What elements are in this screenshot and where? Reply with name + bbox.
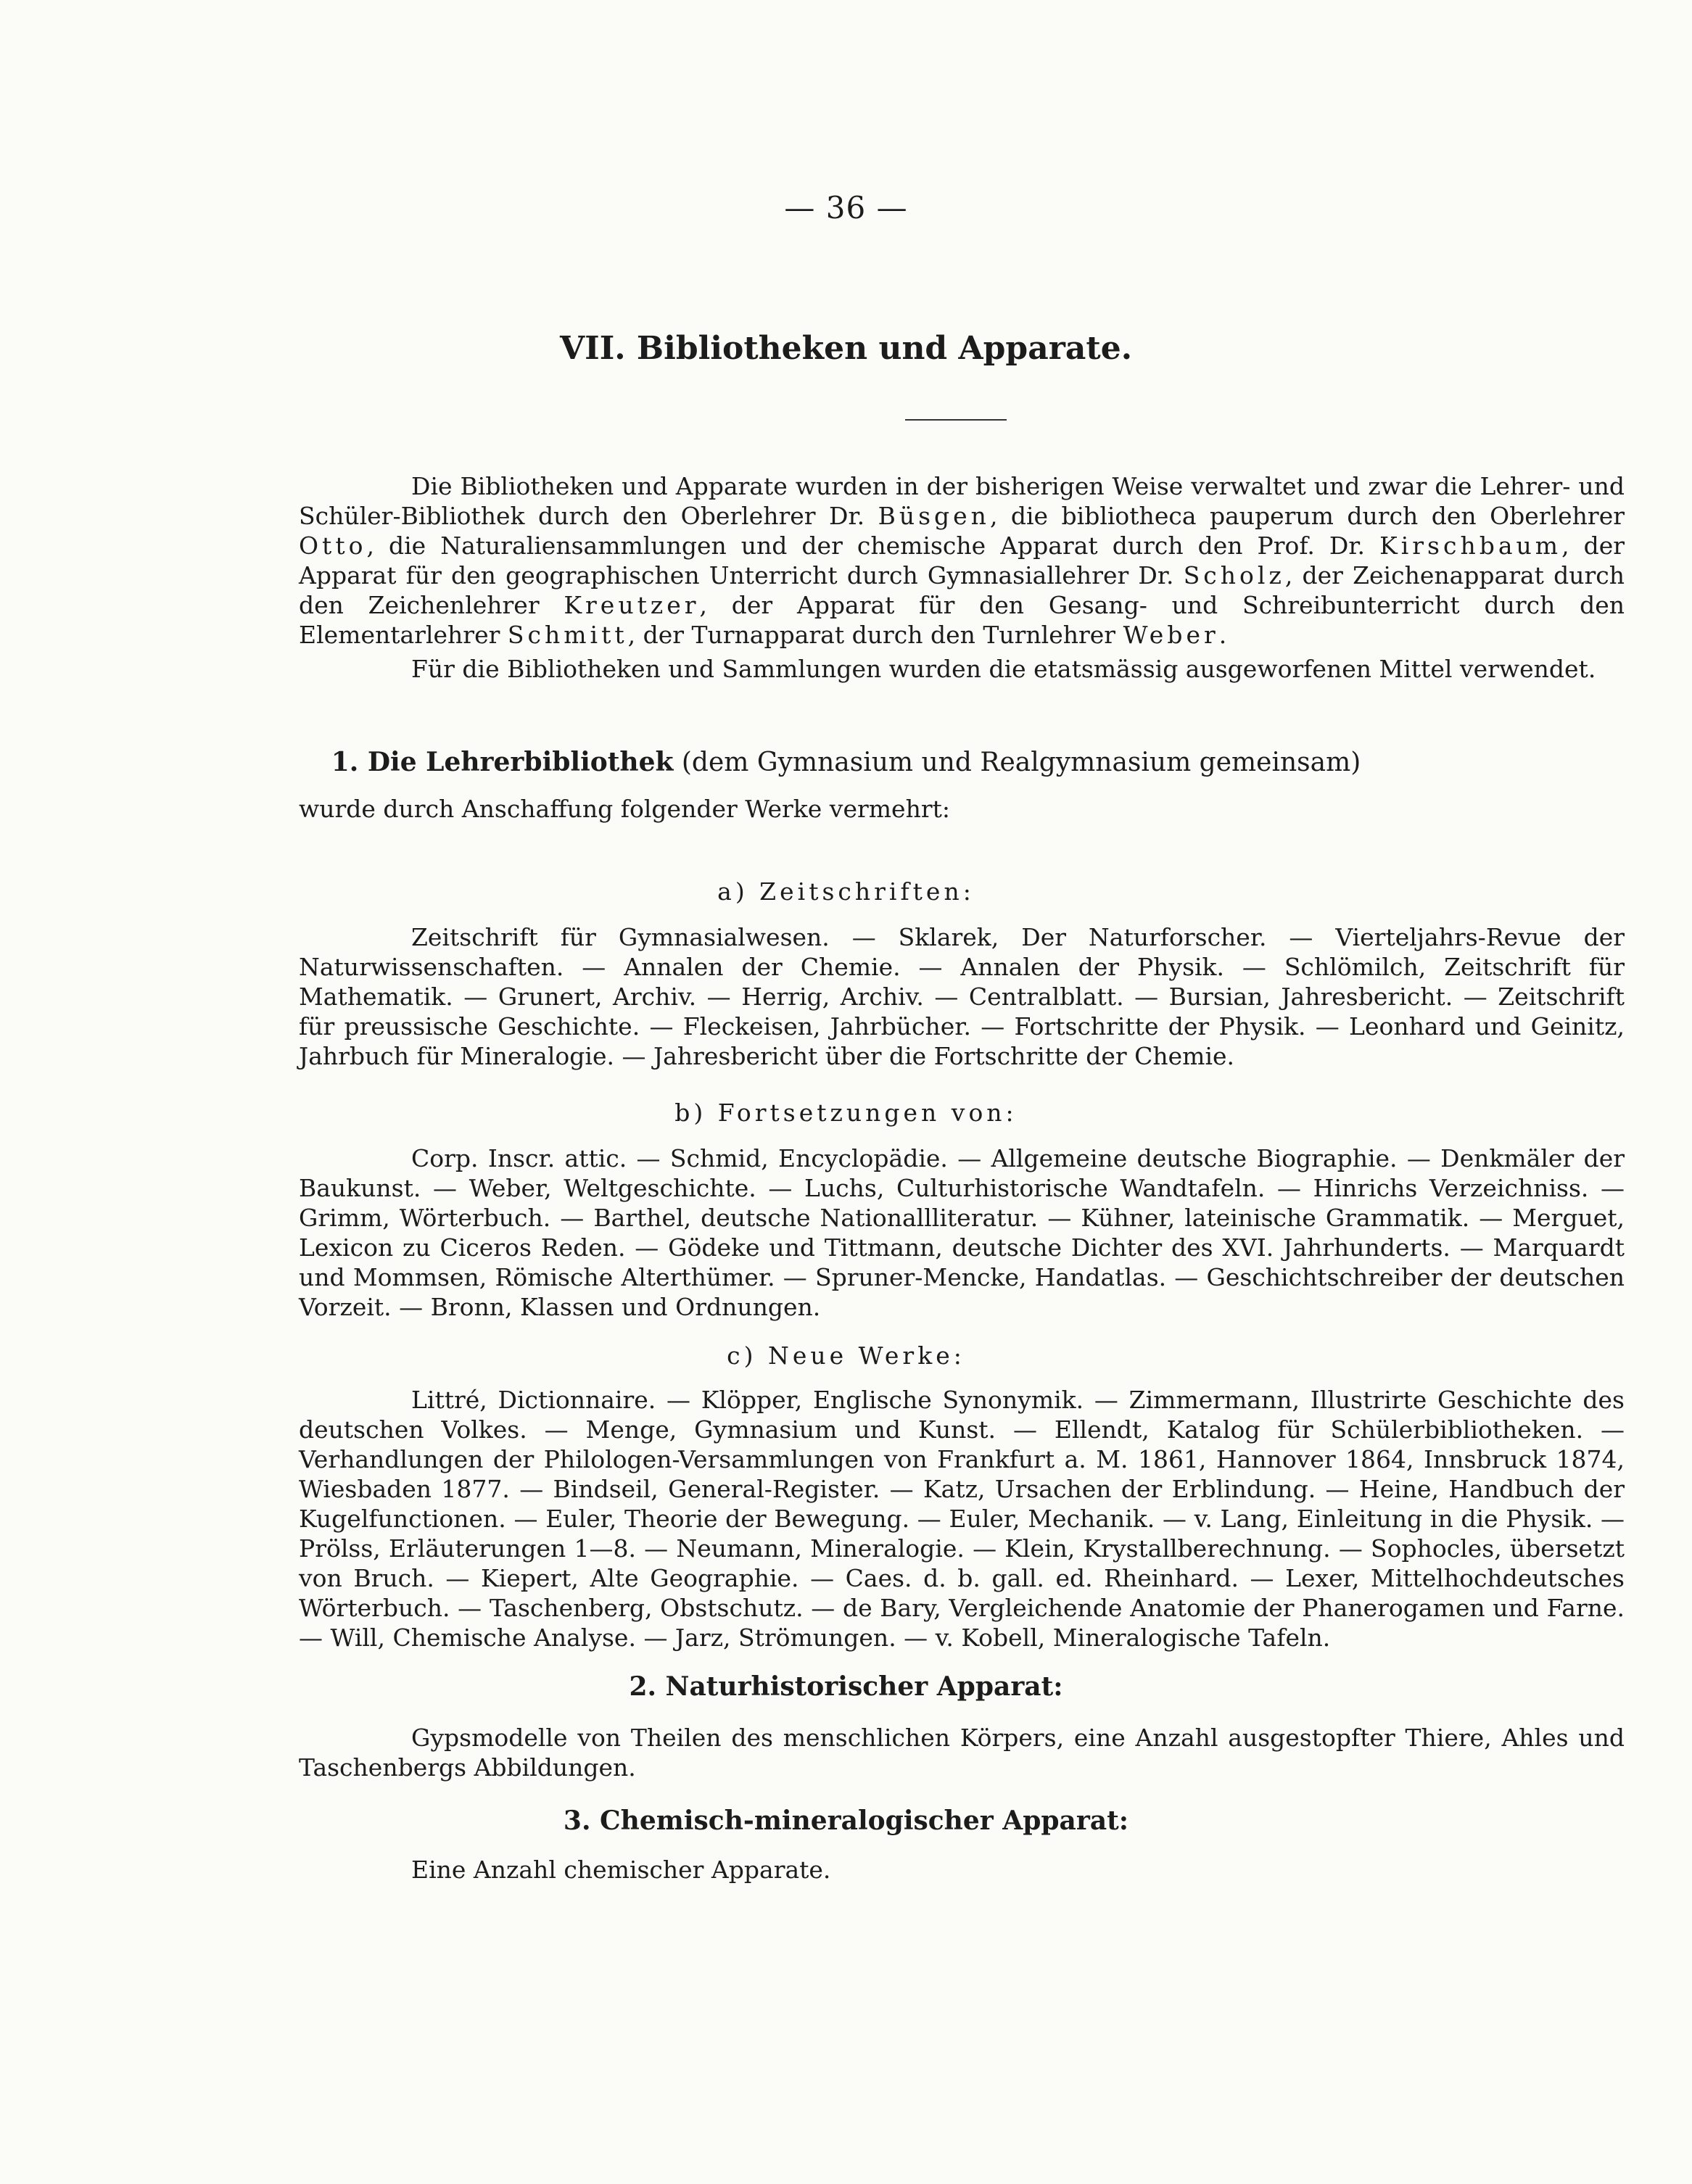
heading-bold: 2. Naturhistorischer Apparat: [629, 1671, 1063, 1702]
heading-rest: (dem Gymnasium und Realgymnasium gemeinsam) [681, 748, 1361, 777]
divider-rule [905, 419, 1007, 421]
section-title: VII. Bibliotheken und Apparate. [559, 330, 1133, 367]
naturhistorisch-text: Gypsmodelle von Theilen des menschlichen Körpers, eine Anzahl ausgestopfter Thiere, Ahles und Taschenbergs Abbildungen. [299, 1724, 1625, 1782]
naturhistorisch-section [299, 1723, 1625, 1782]
neue-werke-list [299, 1385, 1625, 1653]
intro-text: . [1218, 621, 1227, 649]
heading-lehrerbibliothek [0, 747, 1692, 777]
subheading-zeitschriften: a) Zeitschriften: [717, 877, 975, 906]
lehrerbibliothek-lead [299, 794, 1625, 824]
name-otto: Otto [299, 531, 367, 560]
zeitschriften-text: Zeitschrift für Gymnasialwesen. — Sklarek, Der Naturforscher. — Vierteljahrs-Revue der Naturwissenschaften. — Annalen der Chemie. — Annalen der Physik. — Schlömilch, Zeitschrift für Mathematik. — Grunert, Archiv. — Herrig, Archiv. — Centralblatt. — Bursian, Jahresbericht. — Zeitschrift für preussische Geschichte. — Fleckeisen, Jahrbücher. — Fortschritte der Physik. — Leonhard und Geinitz, Jahrbuch für Mineralogie. — Jahresbericht über die Fortschritte der Chemie. [299, 923, 1625, 1070]
name-schmitt: Schmitt [507, 621, 628, 649]
lead-text: wurde durch Anschaffung folgender Werke vermehrt: [299, 795, 950, 823]
chemisch-section [299, 1855, 1625, 1885]
zeitschriften-list [299, 922, 1625, 1071]
intro-paragraph [299, 471, 1625, 650]
fortsetzungen-text: Corp. Inscr. attic. — Schmid, Encyclopädie. — Allgemeine deutsche Biographie. — Denkmäler der Baukunst. — Weber, Weltgeschichte. — Luchs, Culturhistorische Wandtafeln. — Hinrichs Verzeichniss. — Grimm, Wörterbuch. — Barthel, deutsche Nationallliteratur. — Kühner, lateinische Grammatik. — Merguet, Lexicon zu Ciceros Reden. — Gödeke und Tittmann, deutsche Dichter des XVI. Jahrhunderts. — Marquardt und Mommsen, Römische Alterthümer. — Spruner-Mencke, Handatlas. — Geschichtschreiber der deutschen Vorzeit. — Bronn, Klassen und Ordnungen. [299, 1144, 1625, 1321]
fortsetzungen-list [299, 1143, 1625, 1322]
heading-bold: 3. Chemisch-mineralogischer Apparat: [563, 1805, 1129, 1836]
name-kirschbaum: Kirschbaum [1379, 531, 1562, 560]
name-weber: Weber [1123, 621, 1219, 649]
intro-text: , der Zeichenapparat durch den Zeichenlehrer [299, 561, 1625, 619]
name-kreutzer: Kreutzer [564, 591, 700, 619]
heading-chemisch [0, 1805, 1692, 1836]
intro-text: , der Apparat für den geographischen Unterricht durch Gymnasiallehrer Dr. [299, 531, 1625, 590]
intro-text: , die bibliotheca pauperum durch den Oberlehrer [989, 502, 1625, 530]
heading-naturhistorisch [0, 1671, 1692, 1702]
heading-bold: 1. Die Lehrerbibliothek [331, 747, 674, 777]
intro-text: Die Bibliotheken und Apparate wurden in der bisherigen Weise verwaltet und zwar die Lehrer- und Schüler-Bibliothek durch den Oberlehrer Dr. [299, 472, 1625, 530]
neue-werke-text: Littré, Dictionnaire. — Klöpper, Englische Synonymik. — Zimmermann, Illustrirte Geschichte des deutschen Volkes. — Menge, Gymnasium und Kunst. — Ellendt, Katalog für Schülerbibliotheken. — Verhandlungen der Philologen-Versammlungen von Frankfurt a. M. 1861, Hannover 1864, Innsbruck 1874, Wiesbaden 1877. — Bindseil, General-Register. — Katz, Ursachen der Erblindung. — Heine, Handbuch der Kugelfunctionen. — Euler, Theorie der Bewegung. — Euler, Mechanik. — v. Lang, Einleitung in die Physik. — Prölss, Erläuterungen 1—8. — Neumann, Mineralogie. — Klein, Krystallberechnung. — Sophocles, übersetzt von Bruch. — Kiepert, Alte Geographie. — Caes. d. b. gall. ed. Rheinhard. — Lexer, Mittelhochdeutsches Wörterbuch. — Taschenberg, Obstschutz. — de Bary, Vergleichende Anatomie der Phanerogamen und Farne. — Will, Chemische Analyse. — Jarz, Strömungen. — v. Kobell, Mineralogische Tafeln. [299, 1386, 1625, 1652]
intro-text: , der Apparat für den Gesang- und Schreibunterricht durch den Elementarlehrer [299, 591, 1625, 649]
chemisch-text: Eine Anzahl chemischer Apparate. [411, 1856, 831, 1884]
intro-text: , die Naturaliensammlungen und der chemische Apparat durch den Prof. Dr. [366, 531, 1366, 560]
intro-section [299, 471, 1625, 684]
subheading-fortsetzungen: b) Fortsetzungen von: [674, 1099, 1018, 1127]
subheading-neue-werke: c) Neue Werke: [727, 1341, 965, 1370]
name-scholz: Scholz [1183, 561, 1285, 590]
page-number: — 36 — [784, 190, 908, 226]
intro-paragraph-funds: Für die Bibliotheken und Sammlungen wurden die etatsmässig ausgeworfenen Mittel verwendet. [411, 655, 1596, 683]
intro-text: , der Turnapparat durch den Turnlehrer [627, 621, 1116, 649]
name-buesgen: Büsgen [878, 502, 990, 530]
